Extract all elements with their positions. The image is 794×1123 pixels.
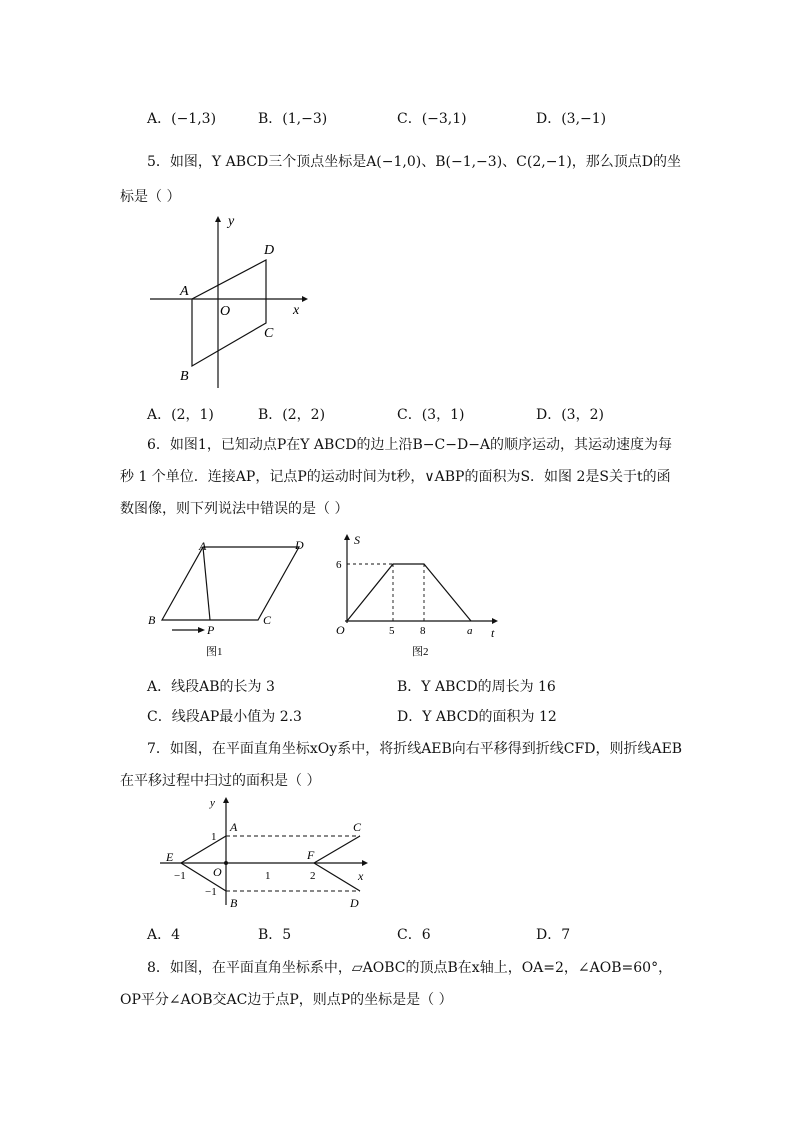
q6-fig1-segment-ap [203,547,210,620]
q6-fig2-tick-5: 5 [389,625,395,637]
q5-option-d: D．(3，2) [536,407,604,423]
q7-x-arrow-icon [362,860,368,866]
q4-option-c: C．(−3,1) [397,111,467,127]
q5-label-x: x [293,303,300,318]
q6-fig2-tick-8: 8 [420,625,426,637]
q7-label-a: A [230,820,238,834]
q6-fig2-label-t: t [491,626,495,640]
q6-fig2-graph-line [347,564,471,621]
q7-label-b: B [230,896,238,910]
q7-origin-dot [224,861,228,865]
q6-fig1-label-c: C [263,613,272,627]
q5-label-b: B [180,369,189,384]
q6-fig1-parallelogram [162,547,299,620]
q6-fig2-label-s: S [354,533,360,547]
q6-fig2-tick-a: a [467,625,473,637]
q6-text-line1: 6．如图1，已知动点P在Y ABCD的边上沿B−C−D−A的顺序运动，其运动速度为每 [147,437,673,453]
q6-fig1-label-p: P [207,623,215,637]
q6-fig2-caption: 图2 [412,646,429,658]
q6-fig2-tick-6: 6 [336,559,342,571]
q6-option-d: D．Y ABCD的面积为 12 [397,709,557,725]
q7-label-d: D [350,896,359,910]
q7-figure [150,793,380,913]
q6-text-line2: 秒 1 个单位．连接AP，记点P的运动时间为t秒，∨ABP的面积为S．如图 2是S关于t的函 [120,469,671,485]
q6-text-line3: 数图像，则下列说法中错误的是（ ） [120,501,349,517]
q6-fig1-label-b: B [148,613,156,627]
q7-label-o: O [213,865,222,879]
q7-tick-x-1: 1 [265,870,271,882]
q7-label-c: C [353,820,362,834]
q5-label-c: C [264,326,274,341]
q5-x-arrow-icon [302,296,308,302]
q7-y-arrow-icon [223,797,229,803]
q6-fig1-label-d: D [295,538,304,552]
q5-label-d: D [264,243,275,258]
q5-text-line1: 5．如图，Y ABCD三个顶点坐标是A(−1,0)、B(−1,−3)、C(2,−1)，那么顶点D的坐 [147,154,682,170]
q7-option-d: D．7 [536,927,571,943]
q7-label-f: F [307,848,315,862]
q7-label-e: E [166,850,174,864]
q7-option-b: B．5 [258,927,292,943]
q6-fig1-label-a: A [199,539,207,553]
q6-option-c: C．线段AP最小值为 2.3 [147,709,302,725]
q4-option-a: A．(−1,3) [147,111,217,127]
q5-figure [140,210,320,395]
q6-fig2-label-o: O [336,623,345,637]
q5-option-a: A．(2，1) [147,407,214,423]
q7-option-a: A．4 [147,927,181,943]
q5-label-y: y [228,214,235,229]
q7-label-x: x [358,869,364,883]
q6-fig1-caption: 图1 [206,646,223,658]
q5-label-a: A [180,284,189,299]
q7-label-y: y [210,797,215,809]
q6-figures [140,530,510,665]
q5-label-o: O [220,304,231,319]
q5-y-arrow-icon [215,216,221,222]
q6-fig2-s-arrow-icon [344,534,350,540]
q7-option-c: C．6 [397,927,431,943]
q7-tick-y-1: 1 [211,831,217,843]
q7-tick-x-m1: −1 [174,870,186,882]
q6-option-b: B．Y ABCD的周长为 16 [397,679,556,695]
q6-fig1-arrow-icon [198,627,205,633]
q4-option-b: B．(1,−3) [258,111,328,127]
q7-tick-y-m1: −1 [205,886,217,898]
q7-tick-x-2: 2 [310,870,316,882]
q6-option-a: A．线段AB的长为 3 [147,679,275,695]
q7-text-line1: 7．如图，在平面直角坐标xOy系中，将折线AEB向右平移得到折线CFD，则折线AEB [147,741,683,757]
q5-text-line2: 标是（ ） [120,189,181,205]
q7-text-line2: 在平移过程中扫过的面积是（ ） [120,773,321,789]
q6-fig2-t-arrow-icon [492,618,498,624]
q5-option-b: B．(2，2) [258,407,326,423]
q5-option-c: C．(3，1) [397,407,465,423]
q4-option-d: D．(3,−1) [536,111,607,127]
q8-text-line2: OP平分∠AOB交AC边于点P，则点P的坐标是是（ ） [120,992,453,1008]
q8-text-line1: 8．如图，在平面直角坐标系中，▱AOBC的顶点B在x轴上，OA=2，∠AOB=60°， [147,960,673,976]
